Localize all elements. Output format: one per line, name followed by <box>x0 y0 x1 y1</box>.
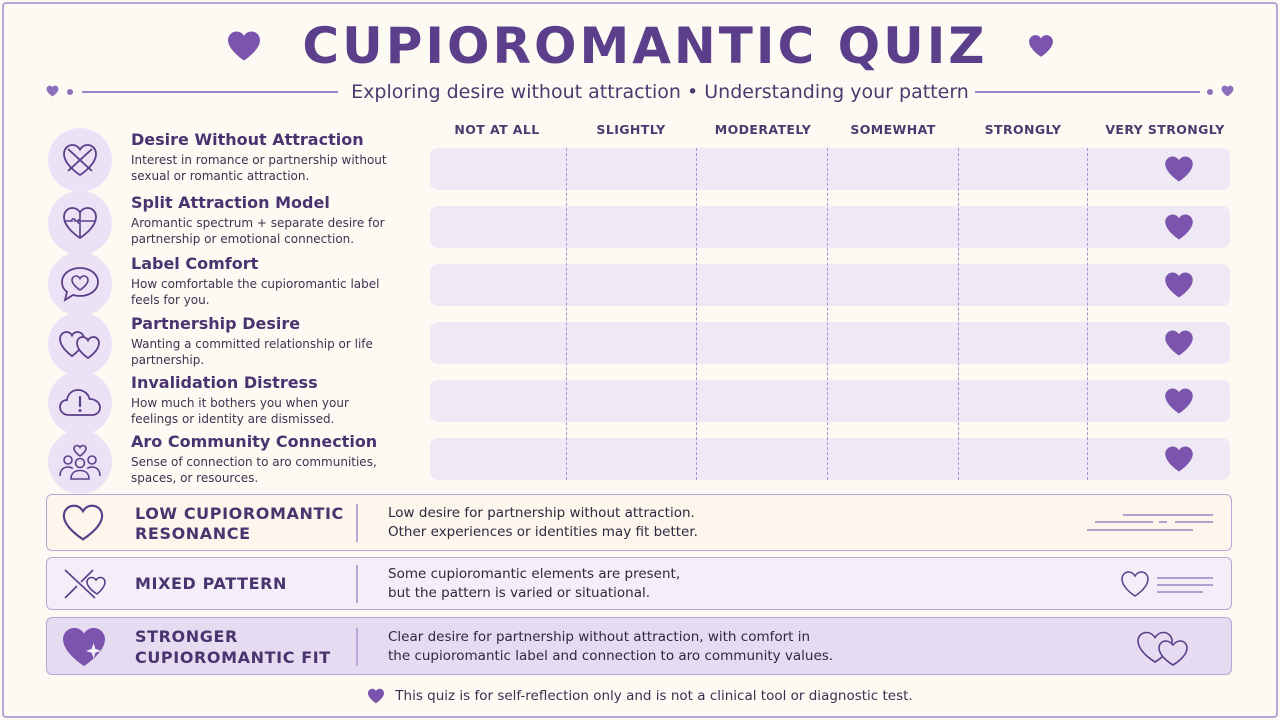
column-header-strongly: STRONGLY <box>984 122 1062 137</box>
item-description: Interest in romance or partnership without sexual or romantic attraction. <box>131 153 387 183</box>
result-description: but the pattern is varied or situational. <box>388 585 651 601</box>
quiz-item-invalidation-distress <box>48 371 428 429</box>
result-mixed-pattern <box>46 557 1232 610</box>
result-separator <box>356 628 358 666</box>
result-description: the cupioromantic label and connection to aro community values. <box>388 648 834 664</box>
page-title: CUPIOROMANTIC QUIZ <box>302 17 988 75</box>
result-description: Clear desire for partnership without attraction, with comfort in <box>388 629 811 645</box>
divider-line <box>975 91 1200 93</box>
rating-row[interactable] <box>430 380 1230 422</box>
footer <box>0 686 1280 706</box>
rating-row[interactable] <box>430 264 1230 306</box>
small-heart-icon <box>1221 85 1234 97</box>
double-heart-icon <box>1135 626 1195 668</box>
column-header-not-at-all: NOT AT ALL <box>454 122 540 137</box>
column-divider <box>827 148 828 480</box>
quiz-item-partnership-desire <box>48 312 428 370</box>
selected-heart-icon[interactable] <box>1164 445 1194 473</box>
item-description: Aromantic spectrum + separate desire for partnership or emotional connection. <box>131 216 385 246</box>
column-divider <box>566 148 567 480</box>
column-divider <box>958 148 959 480</box>
result-description: Low desire for partnership without attraction. <box>388 505 695 521</box>
divider-line <box>82 91 338 93</box>
selected-heart-icon[interactable] <box>1164 387 1194 415</box>
sparkle-heart-icon <box>61 626 107 668</box>
selected-heart-icon[interactable] <box>1164 155 1194 183</box>
item-title: Split Attraction Model <box>131 193 330 212</box>
result-label: STRONGER <box>135 627 238 646</box>
subtitle-row <box>0 78 1280 106</box>
rating-row[interactable] <box>430 148 1230 190</box>
quiz-item-split-attraction-model <box>48 191 428 249</box>
arrow-heart-icon <box>61 564 111 604</box>
item-title: Label Comfort <box>131 254 259 273</box>
dot-ornament <box>67 89 73 95</box>
crossed-heart-icon <box>48 128 112 192</box>
result-label: CUPIOROMANTIC FIT <box>135 648 331 667</box>
small-heart-icon <box>46 85 59 97</box>
dot-ornament <box>1207 89 1213 95</box>
item-title: Aro Community Connection <box>131 432 378 451</box>
quiz-item-desire-without-attraction <box>48 128 428 186</box>
title-row <box>0 14 1280 78</box>
item-description: Sense of connection to aro communities, spaces, or resources. <box>131 455 377 485</box>
result-label: MIXED PATTERN <box>135 574 288 593</box>
item-title: Desire Without Attraction <box>131 130 364 149</box>
column-header-very-strongly: VERY STRONGLY <box>1105 122 1225 137</box>
item-description: How much it bothers you when your feelings or identity are dismissed. <box>131 396 349 426</box>
puzzle-heart-icon <box>48 191 112 255</box>
result-description: Some cupioromantic elements are present, <box>388 566 681 582</box>
selected-heart-icon[interactable] <box>1164 213 1194 241</box>
result-label: LOW CUPIOROMANTIC <box>135 504 344 523</box>
item-title: Invalidation Distress <box>131 373 318 392</box>
rating-row[interactable] <box>430 322 1230 364</box>
heart-lines-decoration <box>1119 568 1219 600</box>
heart-outline-icon <box>61 503 105 543</box>
rating-row[interactable] <box>430 438 1230 480</box>
result-separator <box>356 565 358 603</box>
item-description: How comfortable the cupioromantic label feels for you. <box>131 277 380 307</box>
speech-bubble-heart-icon <box>48 252 112 316</box>
quiz-item-aro-community-connection <box>48 430 428 488</box>
result-stronger-fit <box>46 617 1232 675</box>
cloud-alert-icon <box>48 371 112 435</box>
two-hearts-icon <box>48 312 112 376</box>
selected-heart-icon[interactable] <box>1164 271 1194 299</box>
page-subtitle: Exploring desire without attraction • Understanding your pattern <box>351 81 969 103</box>
heart-icon <box>367 688 385 704</box>
column-header-slightly: SLIGHTLY <box>596 122 666 137</box>
heart-icon <box>226 30 262 62</box>
item-description: Wanting a committed relationship or life partnership. <box>131 337 373 367</box>
community-heart-icon <box>48 430 112 494</box>
disclaimer-text: This quiz is for self-reflection only and is not a clinical tool or diagnostic test. <box>395 688 913 704</box>
result-label: RESONANCE <box>135 524 251 543</box>
result-description: Other experiences or identities may fit better. <box>388 524 698 540</box>
column-header-somewhat: SOMEWHAT <box>850 122 936 137</box>
result-separator <box>356 504 358 542</box>
column-divider <box>696 148 697 480</box>
decorative-lines <box>1087 511 1217 535</box>
item-title: Partnership Desire <box>131 314 301 333</box>
heart-icon <box>1028 34 1054 58</box>
column-header-moderately: MODERATELY <box>714 122 812 137</box>
column-divider <box>1087 148 1088 480</box>
result-low-resonance <box>46 494 1232 551</box>
selected-heart-icon[interactable] <box>1164 329 1194 357</box>
rating-row[interactable] <box>430 206 1230 248</box>
quiz-item-label-comfort <box>48 252 428 310</box>
